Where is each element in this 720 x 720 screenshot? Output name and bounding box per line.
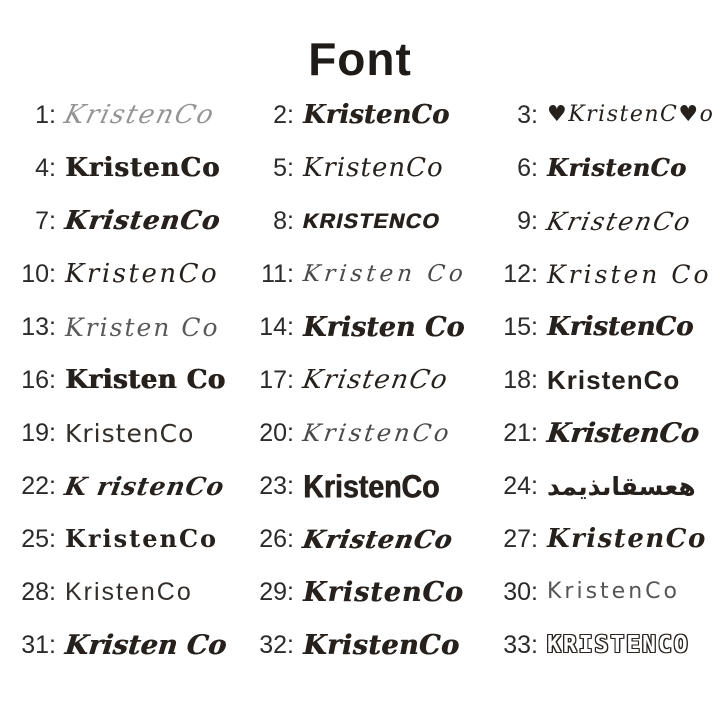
font-sample-28 bbox=[0, 566, 238, 619]
font-sample-3 bbox=[482, 89, 720, 142]
font-sample-30-text: KristenCo bbox=[547, 579, 680, 605]
font-sample-4-text: KristenCo bbox=[65, 153, 221, 184]
font-sample-31-text: Kristen Co bbox=[63, 629, 228, 661]
font-sample-32-text: KristenCo bbox=[303, 629, 460, 661]
font-sample-16-number: 16: bbox=[21, 365, 56, 394]
font-sample-19 bbox=[0, 407, 238, 460]
font-sample-19-text: KristenCo bbox=[65, 418, 195, 448]
font-sample-27-text: KristenCo bbox=[547, 524, 707, 555]
page-title: Font bbox=[308, 33, 412, 85]
font-sample-9 bbox=[482, 195, 720, 248]
font-sample-11-number: 11: bbox=[261, 259, 294, 288]
font-sample-22-text: K ristenCo bbox=[62, 471, 227, 501]
font-sample-3-text: ♥KristenC♥o bbox=[547, 102, 715, 128]
font-sample-4 bbox=[0, 142, 238, 195]
font-sample-23 bbox=[238, 460, 482, 513]
font-sample-29-text: KristenCo bbox=[303, 576, 464, 608]
font-sample-17-text: KristenCo bbox=[300, 365, 451, 396]
font-sample-33-number: 33: bbox=[503, 630, 538, 659]
font-sample-5-number: 5: bbox=[273, 153, 294, 182]
font-sample-24-text: هعسقاىذيمد bbox=[547, 471, 696, 501]
font-sample-28-number: 28: bbox=[21, 577, 56, 606]
font-sample-23-number: 23: bbox=[259, 471, 294, 500]
font-sample-28-text: KristenCo bbox=[65, 577, 193, 606]
font-sample-13 bbox=[0, 301, 238, 354]
font-sample-12 bbox=[482, 248, 720, 301]
font-sample-21 bbox=[482, 407, 720, 460]
font-sample-27 bbox=[482, 513, 720, 566]
font-sample-20-number: 20: bbox=[259, 418, 294, 447]
font-sample-32-number: 32: bbox=[259, 630, 294, 659]
font-sample-2-number: 2: bbox=[273, 100, 294, 129]
font-sample-26-text: KristenCo bbox=[300, 524, 456, 554]
font-sample-22-number: 22: bbox=[21, 471, 56, 500]
font-sample-9-number: 9: bbox=[517, 206, 538, 235]
font-sample-8-number: 8: bbox=[273, 206, 294, 235]
font-sample-26-number: 26: bbox=[259, 524, 294, 553]
font-sample-18 bbox=[482, 354, 720, 407]
font-sample-13-text: Kristen Co bbox=[65, 312, 220, 342]
font-sample-11-text: Kristen Co bbox=[301, 260, 469, 287]
font-sample-3-number: 3: bbox=[517, 100, 538, 129]
font-sample-18-number: 18: bbox=[503, 365, 538, 394]
font-sample-10-number: 10: bbox=[21, 259, 56, 288]
font-sample-16-text: Kristen Co bbox=[65, 365, 226, 396]
font-sample-16 bbox=[0, 354, 238, 407]
font-sample-12-text: Kristen Co bbox=[547, 259, 712, 289]
font-sample-12-number: 12: bbox=[503, 259, 538, 288]
font-sample-17 bbox=[238, 354, 482, 407]
font-sample-11 bbox=[238, 248, 482, 301]
font-sample-24-number: 24: bbox=[503, 471, 538, 500]
font-sample-13-number: 13: bbox=[21, 312, 56, 341]
font-sample-22 bbox=[0, 460, 238, 513]
font-sample-33 bbox=[482, 619, 720, 672]
font-sample-32 bbox=[238, 619, 482, 672]
font-sample-1-text: KristenCo bbox=[61, 100, 219, 131]
font-sample-5-text: KristenCo bbox=[303, 153, 444, 184]
font-sample-25-number: 25: bbox=[21, 524, 56, 553]
font-sample-14-number: 14: bbox=[259, 312, 294, 341]
font-sample-25 bbox=[0, 513, 238, 566]
font-sample-14 bbox=[238, 301, 482, 354]
font-sample-23-text: KristenCo bbox=[303, 467, 440, 505]
font-sample-21-number: 21: bbox=[503, 418, 538, 447]
font-sample-8 bbox=[238, 195, 482, 248]
font-sample-7 bbox=[0, 195, 238, 248]
font-sample-4-number: 4: bbox=[35, 153, 56, 182]
font-sample-6-text: KristenCo bbox=[547, 153, 687, 183]
font-sample-33-text: KRISTENCO bbox=[547, 631, 690, 658]
font-sample-18-text: KristenCo bbox=[547, 365, 681, 396]
font-sample-1 bbox=[0, 89, 238, 142]
font-sample-15-text: KristenCo bbox=[547, 312, 694, 343]
font-sample-30-number: 30: bbox=[503, 577, 538, 606]
font-sample-29 bbox=[238, 566, 482, 619]
font-sample-26 bbox=[238, 513, 482, 566]
font-sample-25-text: KristenCo bbox=[65, 524, 219, 554]
font-sample-6 bbox=[482, 142, 720, 195]
font-sample-6-number: 6: bbox=[517, 153, 538, 182]
font-sample-21-text: KristenCo bbox=[545, 417, 701, 449]
font-sample-17-number: 17: bbox=[259, 365, 294, 394]
font-sample-10 bbox=[0, 248, 238, 301]
font-sample-9-text: KristenCo bbox=[543, 206, 695, 236]
font-sample-15 bbox=[482, 301, 720, 354]
font-sample-7-text: KristenCo bbox=[62, 206, 223, 237]
font-sample-2-text: KristenCo bbox=[303, 100, 450, 131]
font-sample-grid bbox=[0, 89, 720, 672]
font-sample-31 bbox=[0, 619, 238, 672]
font-sample-19-number: 19: bbox=[21, 418, 56, 447]
font-sample-5 bbox=[238, 142, 482, 195]
font-sample-30 bbox=[482, 566, 720, 619]
font-sample-15-number: 15: bbox=[503, 312, 538, 341]
font-sample-2 bbox=[238, 89, 482, 142]
font-sample-24 bbox=[482, 460, 720, 513]
font-sample-29-number: 29: bbox=[259, 577, 294, 606]
font-sample-27-number: 27: bbox=[503, 524, 538, 553]
font-sample-10-text: KristenCo bbox=[65, 259, 220, 290]
font-sample-20 bbox=[238, 407, 482, 460]
font-sample-8-text: KRISTENCO bbox=[300, 209, 443, 233]
font-sample-1-number: 1: bbox=[35, 100, 56, 129]
font-sample-14-text: Kristen Co bbox=[303, 311, 465, 343]
font-sample-31-number: 31: bbox=[21, 630, 56, 659]
font-sample-7-number: 7: bbox=[35, 206, 56, 235]
font-sample-20-text: KristenCo bbox=[301, 419, 454, 448]
